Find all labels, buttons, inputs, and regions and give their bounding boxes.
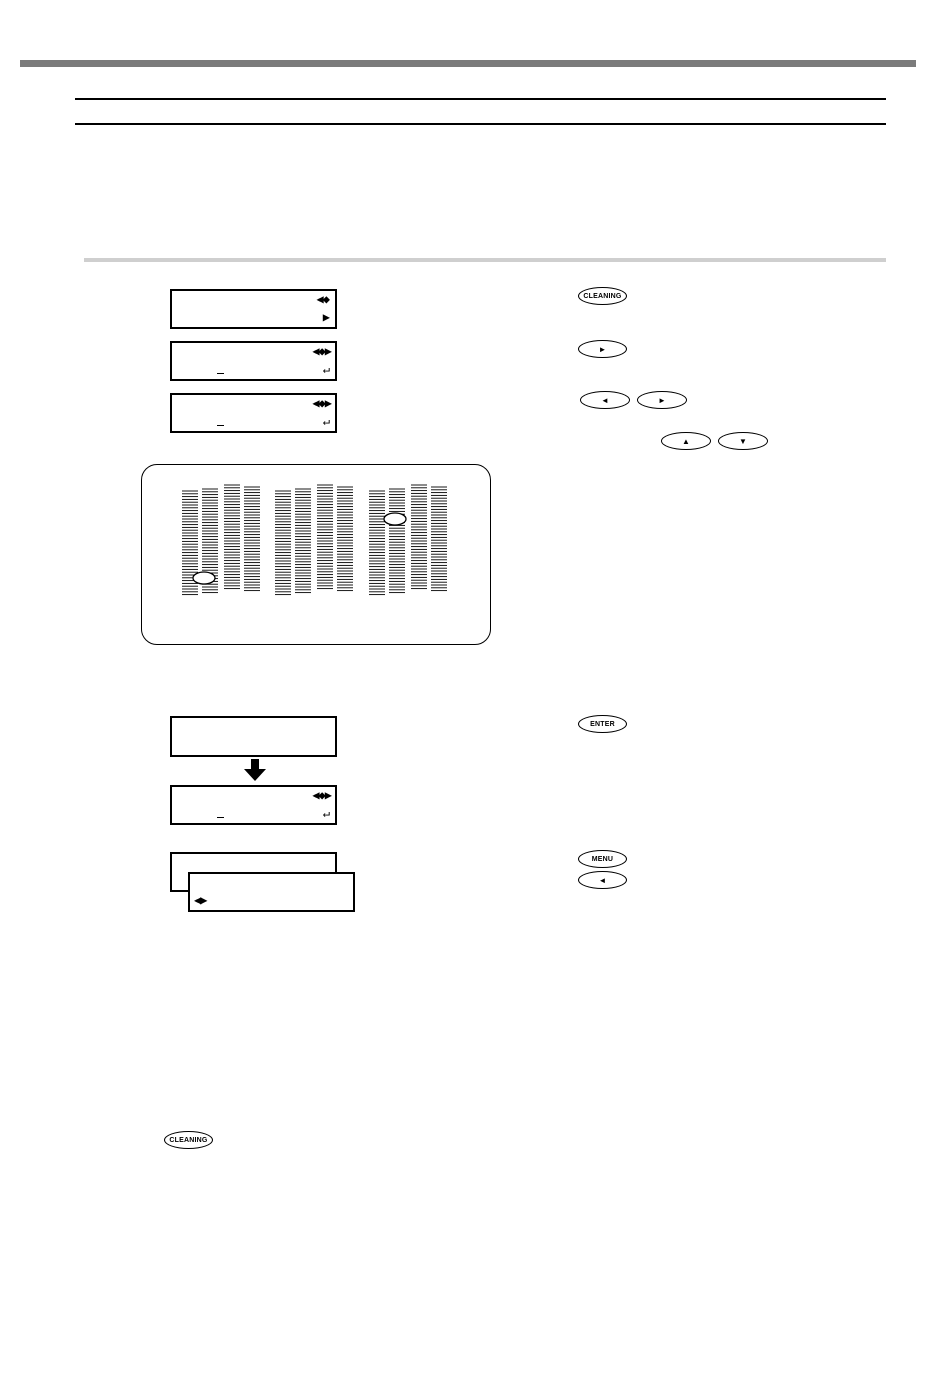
left-key-2[interactable] <box>578 871 627 889</box>
left-updown-right-arrows-icon: ◀◆▶ <box>312 345 331 359</box>
page-top-bar <box>20 60 916 67</box>
left-updown-right-arrows-icon: ◀◆▶ <box>312 397 331 411</box>
right-triangle-icon: ► <box>657 395 667 405</box>
pattern-group <box>275 485 353 595</box>
test-pattern-box <box>141 464 491 645</box>
left-triangle-icon: ◄ <box>598 875 607 885</box>
enter-key[interactable]: ENTER <box>578 715 627 733</box>
enter-icon: ↵ <box>322 807 329 821</box>
right-triangle-icon: ► <box>598 344 607 354</box>
up-triangle-icon: ▲ <box>681 436 691 446</box>
lcd-display-2 <box>170 341 337 381</box>
header-rule-bottom <box>75 123 886 125</box>
up-key[interactable] <box>661 432 711 450</box>
down-key[interactable] <box>718 432 768 450</box>
pattern-group <box>369 485 447 595</box>
enter-icon: ↵ <box>322 363 329 377</box>
lcd-display-6-front <box>188 872 355 912</box>
right-arrow-icon: ▶ <box>322 311 329 325</box>
down-arrow-icon <box>244 759 266 781</box>
cleaning-key-2[interactable]: CLEANING <box>164 1131 213 1149</box>
lcd-display-3 <box>170 393 337 433</box>
left-right-arrows-icon: ◀▶ <box>194 894 207 908</box>
left-key[interactable] <box>580 391 630 409</box>
missing-dot-marker <box>384 513 406 525</box>
left-updown-arrows-icon: ◀◆ <box>316 293 329 307</box>
cursor-underline <box>217 817 224 818</box>
header-rule-top <box>75 98 886 100</box>
cursor-underline <box>217 373 224 374</box>
test-pattern-figure <box>142 465 489 643</box>
right-key-2[interactable] <box>637 391 687 409</box>
left-triangle-icon: ◄ <box>600 395 610 405</box>
cursor-underline <box>217 425 224 426</box>
enter-icon: ↵ <box>322 415 329 429</box>
lcd-display-1 <box>170 289 337 329</box>
menu-key[interactable]: MENU <box>578 850 627 868</box>
cleaning-key[interactable]: CLEANING <box>578 287 627 305</box>
left-updown-right-arrows-icon: ◀◆▶ <box>312 789 331 803</box>
lcd-display-5 <box>170 785 337 825</box>
right-key[interactable] <box>578 340 627 358</box>
lcd-display-4 <box>170 716 337 757</box>
missing-dot-marker <box>193 572 215 584</box>
down-triangle-icon: ▼ <box>738 436 748 446</box>
section-divider <box>84 258 886 262</box>
